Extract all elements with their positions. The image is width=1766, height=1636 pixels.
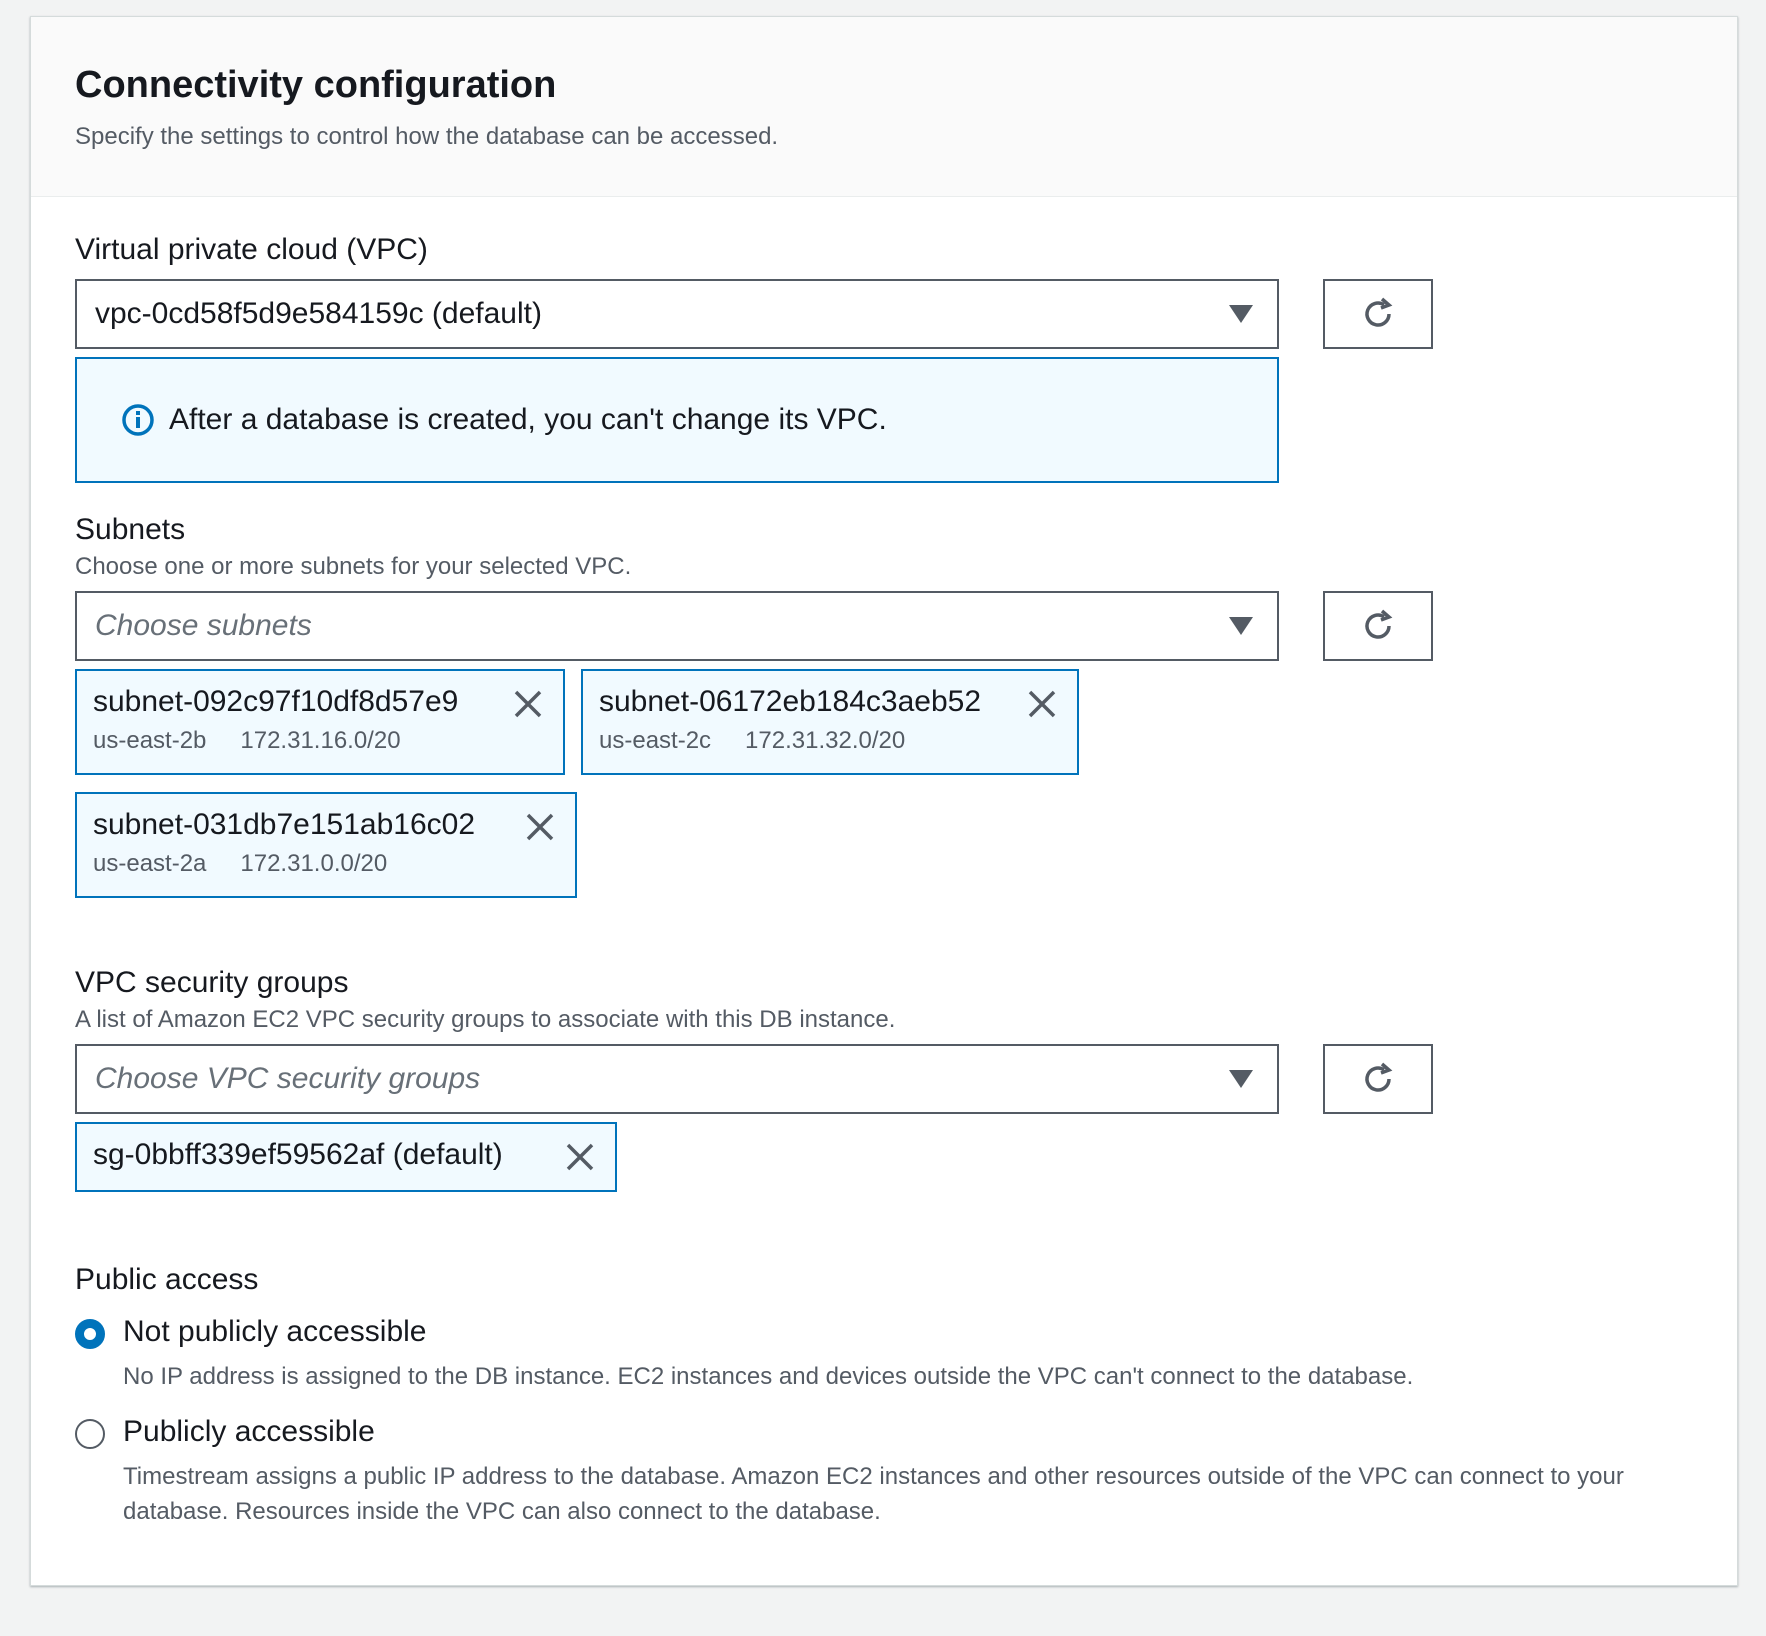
radio-button[interactable] bbox=[75, 1419, 105, 1449]
caret-down-icon bbox=[1229, 617, 1253, 635]
caret-down-icon bbox=[1229, 1070, 1253, 1088]
subnet-token-id: subnet-031db7e151ab16c02 bbox=[93, 808, 476, 841]
refresh-icon bbox=[1358, 1059, 1398, 1099]
subnets-select[interactable] bbox=[75, 591, 1279, 661]
close-icon[interactable] bbox=[523, 810, 557, 844]
radio-label[interactable]: Publicly accessible bbox=[123, 1415, 375, 1448]
subnets-refresh-button[interactable] bbox=[1323, 591, 1433, 661]
subnet-token-cidr: 172.31.32.0/20 bbox=[745, 727, 906, 754]
panel-title: Connectivity configuration bbox=[75, 64, 557, 106]
subnet-token-cidr: 172.31.16.0/20 bbox=[240, 727, 401, 754]
subnet-token-az: us-east-2a bbox=[93, 850, 207, 877]
refresh-icon bbox=[1358, 606, 1398, 646]
security-group-token bbox=[75, 1122, 617, 1192]
caret-down-icon bbox=[1229, 305, 1253, 323]
radio-description: Timestream assigns a public IP address to the database. Amazon EC2 instances and other resources outside of the VPC can connect to your database. Resources inside the VPC can also connect to the database. bbox=[123, 1463, 1624, 1525]
radio-button-selected[interactable] bbox=[75, 1319, 105, 1349]
security-groups-select[interactable] bbox=[75, 1044, 1279, 1114]
subnet-token-meta bbox=[93, 850, 559, 878]
connectivity-panel bbox=[30, 16, 1738, 1586]
radio-description: No IP address is assigned to the DB instance. EC2 instances and devices outside the VPC can't connect to the database. bbox=[123, 1363, 1414, 1390]
subnet-token-az: us-east-2b bbox=[93, 727, 207, 754]
security-groups-label: VPC security groups bbox=[75, 966, 349, 999]
info-icon bbox=[121, 403, 155, 437]
radio-label[interactable]: Not publicly accessible bbox=[123, 1315, 427, 1348]
subnet-token-meta bbox=[599, 727, 1061, 755]
close-icon[interactable] bbox=[511, 687, 545, 721]
vpc-info-message: After a database is created, you can't change its VPC. bbox=[169, 403, 887, 436]
vpc-refresh-button[interactable] bbox=[1323, 279, 1433, 349]
subnet-token-meta bbox=[93, 727, 547, 755]
security-group-token-id: sg-0bbff339ef59562af (default) bbox=[93, 1138, 503, 1171]
subnet-token bbox=[581, 669, 1079, 775]
security-groups-description: A list of Amazon EC2 VPC security groups to associate with this DB instance. bbox=[75, 1006, 896, 1033]
subnets-description: Choose one or more subnets for your selected VPC. bbox=[75, 553, 632, 580]
subnets-label: Subnets bbox=[75, 513, 186, 546]
panel-description: Specify the settings to control how the database can be accessed. bbox=[75, 123, 779, 150]
subnet-token-id: subnet-092c97f10df8d57e9 bbox=[93, 685, 459, 718]
security-groups-placeholder: Choose VPC security groups bbox=[95, 1062, 481, 1095]
security-groups-refresh-button[interactable] bbox=[1323, 1044, 1433, 1114]
subnets-placeholder: Choose subnets bbox=[95, 609, 312, 642]
vpc-info-alert bbox=[75, 357, 1279, 483]
subnet-token bbox=[75, 792, 577, 898]
close-icon[interactable] bbox=[1025, 687, 1059, 721]
subnet-token bbox=[75, 669, 565, 775]
vpc-select-value: vpc-0cd58f5d9e584159c (default) bbox=[95, 297, 542, 330]
panel-header bbox=[31, 17, 1737, 197]
subnet-token-cidr: 172.31.0.0/20 bbox=[240, 850, 388, 877]
subnet-token-az: us-east-2c bbox=[599, 727, 712, 754]
close-icon[interactable] bbox=[563, 1140, 597, 1174]
refresh-icon bbox=[1358, 294, 1398, 334]
subnet-token-id: subnet-06172eb184c3aeb52 bbox=[599, 685, 982, 718]
public-access-label: Public access bbox=[75, 1263, 259, 1296]
vpc-select[interactable] bbox=[75, 279, 1279, 349]
vpc-label: Virtual private cloud (VPC) bbox=[75, 233, 428, 266]
